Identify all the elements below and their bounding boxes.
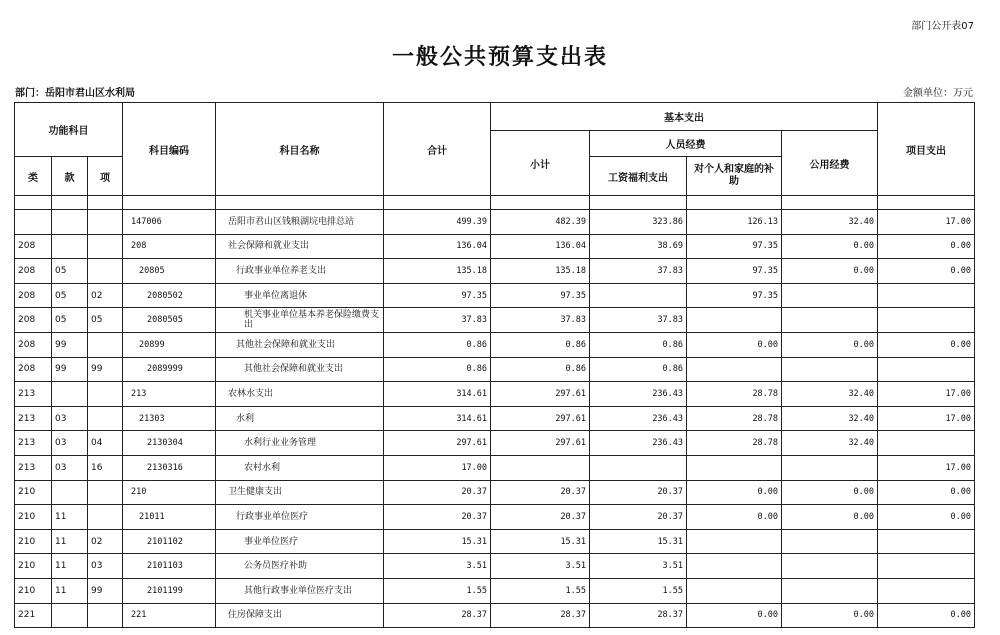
cell-subtotal: 136.04 <box>491 234 590 259</box>
cell-subtotal: 28.37 <box>491 603 590 628</box>
cell-kuan: 11 <box>52 529 88 554</box>
cell-kuan: 99 <box>52 332 88 357</box>
cell-kuan: 03 <box>52 406 88 431</box>
cell-project <box>878 308 975 333</box>
basic-header: 基本支出 <box>491 103 878 131</box>
cell-family: 126.13 <box>687 210 782 235</box>
cell-xiang <box>88 406 123 431</box>
table-row <box>15 357 975 382</box>
cell-family: 28.78 <box>687 406 782 431</box>
cell-lei: 213 <box>15 455 52 480</box>
cell-name: 机关事业单位基本养老保险缴费支出 <box>216 308 384 333</box>
cell-kuan: 99 <box>52 357 88 382</box>
cell-xiang: 99 <box>88 578 123 603</box>
cell-lei: 208 <box>15 283 52 308</box>
cell-project: 17.00 <box>878 455 975 480</box>
cell-name: 水利行业业务管理 <box>216 431 384 456</box>
cell-public <box>782 554 878 579</box>
cell-total: 136.04 <box>384 234 491 259</box>
cell-subtotal: 97.35 <box>491 283 590 308</box>
cell-wages: 236.43 <box>590 431 687 456</box>
cell-family: 0.00 <box>687 480 782 505</box>
cell-wages: 20.37 <box>590 480 687 505</box>
cell-kuan: 11 <box>52 578 88 603</box>
cell-total: 20.37 <box>384 480 491 505</box>
cell-code: 20805 <box>123 259 216 284</box>
cell-lei: 210 <box>15 554 52 579</box>
cell-xiang <box>88 603 123 628</box>
cell-total: 15.31 <box>384 529 491 554</box>
cell-wages: 28.37 <box>590 603 687 628</box>
cell-public: 0.00 <box>782 259 878 284</box>
cell-kuan: 11 <box>52 554 88 579</box>
cell-family: 97.35 <box>687 259 782 284</box>
cell-wages: 323.86 <box>590 210 687 235</box>
cell-lei: 213 <box>15 406 52 431</box>
cell-lei: 208 <box>15 357 52 382</box>
cell-total: 37.83 <box>384 308 491 333</box>
cell-family <box>687 578 782 603</box>
table-row <box>15 431 975 456</box>
cell-total: 0.86 <box>384 357 491 382</box>
cell-code: 2130304 <box>123 431 216 456</box>
cell-subtotal: 37.83 <box>491 308 590 333</box>
cell-family <box>687 529 782 554</box>
cell-family <box>687 455 782 480</box>
cell-public: 0.00 <box>782 234 878 259</box>
cell-xiang: 04 <box>88 431 123 456</box>
family-header: 对个人和家庭的补助 <box>687 157 782 196</box>
cell-family <box>687 308 782 333</box>
cell-name: 行政事业单位养老支出 <box>216 259 384 284</box>
cell-name: 公务员医疗补助 <box>216 554 384 579</box>
cell-name: 水利 <box>216 406 384 431</box>
cell-total: 314.61 <box>384 406 491 431</box>
cell-code: 2089999 <box>123 357 216 382</box>
cell-code: 21011 <box>123 505 216 530</box>
cell-name: 事业单位医疗 <box>216 529 384 554</box>
cell-total: 297.61 <box>384 431 491 456</box>
cell-xiang: 99 <box>88 357 123 382</box>
cell-wages: 38.69 <box>590 234 687 259</box>
cell-code: 2080502 <box>123 283 216 308</box>
cell-name: 农村水利 <box>216 455 384 480</box>
cell-name: 其他社会保障和就业支出 <box>216 357 384 382</box>
cell-public: 32.40 <box>782 406 878 431</box>
department-label: 部门：岳阳市君山区水利局 <box>15 88 135 99</box>
cell-family <box>687 357 782 382</box>
func-subject-header: 功能科目 <box>15 103 123 157</box>
page-title: 一般公共预算支出表 <box>391 44 608 70</box>
table-row <box>15 234 975 259</box>
cell-kuan: 05 <box>52 308 88 333</box>
cell-subtotal: 135.18 <box>491 259 590 284</box>
cell-subtotal: 0.86 <box>491 332 590 357</box>
cell-public: 0.00 <box>782 603 878 628</box>
cell-code: 221 <box>123 603 216 628</box>
project-header: 项目支出 <box>878 103 975 196</box>
cell-lei: 208 <box>15 234 52 259</box>
cell-project: 0.00 <box>878 480 975 505</box>
table-row <box>15 529 975 554</box>
cell-wages: 1.55 <box>590 578 687 603</box>
cell-lei <box>15 210 52 235</box>
cell-name: 行政事业单位医疗 <box>216 505 384 530</box>
table-row <box>15 382 975 407</box>
cell-kuan: 11 <box>52 505 88 530</box>
cell-lei: 213 <box>15 382 52 407</box>
name-header: 科目名称 <box>216 103 384 196</box>
cell-name: 卫生健康支出 <box>216 480 384 505</box>
cell-wages: 236.43 <box>590 382 687 407</box>
cell-code: 21303 <box>123 406 216 431</box>
cell-project: 17.00 <box>878 210 975 235</box>
cell-wages: 0.86 <box>590 357 687 382</box>
cell-code: 2080505 <box>123 308 216 333</box>
cell-public: 32.40 <box>782 210 878 235</box>
cell-total: 17.00 <box>384 455 491 480</box>
cell-subtotal: 1.55 <box>491 578 590 603</box>
table-row <box>15 210 975 235</box>
cell-subtotal <box>491 455 590 480</box>
cell-name: 住房保障支出 <box>216 603 384 628</box>
cell-wages: 3.51 <box>590 554 687 579</box>
cell-project <box>878 554 975 579</box>
cell-public <box>782 578 878 603</box>
xiang-header: 项 <box>88 157 123 196</box>
cell-code: 213 <box>123 382 216 407</box>
cell-public: 0.00 <box>782 505 878 530</box>
cell-lei: 210 <box>15 480 52 505</box>
cell-project: 17.00 <box>878 406 975 431</box>
form-code: 部门公开表07 <box>911 21 974 32</box>
code-header: 科目编码 <box>123 103 216 196</box>
cell-wages <box>590 283 687 308</box>
table-row <box>15 505 975 530</box>
cell-subtotal: 482.39 <box>491 210 590 235</box>
cell-total: 135.18 <box>384 259 491 284</box>
cell-family: 0.00 <box>687 603 782 628</box>
cell-kuan: 05 <box>52 283 88 308</box>
table-row <box>15 283 975 308</box>
cell-xiang <box>88 505 123 530</box>
cell-family: 0.00 <box>687 505 782 530</box>
cell-family: 97.35 <box>687 234 782 259</box>
table-row <box>15 554 975 579</box>
cell-subtotal: 20.37 <box>491 480 590 505</box>
cell-code: 147006 <box>123 210 216 235</box>
cell-project <box>878 578 975 603</box>
total-header: 合计 <box>384 103 491 196</box>
cell-wages: 15.31 <box>590 529 687 554</box>
cell-family <box>687 554 782 579</box>
cell-code: 2101199 <box>123 578 216 603</box>
table-row <box>15 308 975 333</box>
cell-subtotal: 297.61 <box>491 382 590 407</box>
table-row <box>15 603 975 628</box>
cell-wages <box>590 455 687 480</box>
cell-wages: 20.37 <box>590 505 687 530</box>
cell-code: 20899 <box>123 332 216 357</box>
cell-xiang <box>88 382 123 407</box>
cell-public: 32.40 <box>782 431 878 456</box>
cell-subtotal: 0.86 <box>491 357 590 382</box>
cell-project: 0.00 <box>878 234 975 259</box>
cell-public: 0.00 <box>782 332 878 357</box>
cell-project: 17.00 <box>878 382 975 407</box>
cell-lei: 208 <box>15 259 52 284</box>
cell-kuan <box>52 382 88 407</box>
cell-xiang: 16 <box>88 455 123 480</box>
cell-public <box>782 283 878 308</box>
cell-kuan: 05 <box>52 259 88 284</box>
cell-project <box>878 431 975 456</box>
unit-label: 金额单位：万元 <box>903 88 973 99</box>
cell-public <box>782 308 878 333</box>
cell-kuan <box>52 480 88 505</box>
cell-code: 2130316 <box>123 455 216 480</box>
cell-kuan <box>52 603 88 628</box>
cell-lei: 208 <box>15 308 52 333</box>
cell-total: 314.61 <box>384 382 491 407</box>
cell-xiang <box>88 480 123 505</box>
cell-project: 0.00 <box>878 259 975 284</box>
cell-project: 0.00 <box>878 603 975 628</box>
cell-name: 其他社会保障和就业支出 <box>216 332 384 357</box>
table-body <box>15 196 975 628</box>
budget-table <box>14 102 975 628</box>
cell-public <box>782 529 878 554</box>
cell-total: 97.35 <box>384 283 491 308</box>
cell-public: 0.00 <box>782 480 878 505</box>
cell-project <box>878 357 975 382</box>
cell-project <box>878 529 975 554</box>
cell-lei: 210 <box>15 505 52 530</box>
cell-project: 0.00 <box>878 505 975 530</box>
cell-total: 20.37 <box>384 505 491 530</box>
cell-family: 97.35 <box>687 283 782 308</box>
cell-xiang: 02 <box>88 529 123 554</box>
subtotal-header: 小计 <box>491 131 590 196</box>
cell-family: 0.00 <box>687 332 782 357</box>
cell-total: 28.37 <box>384 603 491 628</box>
cell-lei: 221 <box>15 603 52 628</box>
spacer-row <box>15 196 975 210</box>
cell-kuan: 03 <box>52 431 88 456</box>
cell-xiang <box>88 210 123 235</box>
cell-public: 32.40 <box>782 382 878 407</box>
table-row <box>15 259 975 284</box>
cell-subtotal: 297.61 <box>491 431 590 456</box>
cell-code: 2101102 <box>123 529 216 554</box>
cell-subtotal: 3.51 <box>491 554 590 579</box>
cell-lei: 210 <box>15 529 52 554</box>
cell-xiang <box>88 234 123 259</box>
cell-family: 28.78 <box>687 382 782 407</box>
cell-family: 28.78 <box>687 431 782 456</box>
cell-public <box>782 357 878 382</box>
cell-subtotal: 20.37 <box>491 505 590 530</box>
cell-total: 499.39 <box>384 210 491 235</box>
cell-total: 3.51 <box>384 554 491 579</box>
wages-header: 工资福利支出 <box>590 157 687 196</box>
cell-xiang <box>88 259 123 284</box>
lei-header: 类 <box>15 157 52 196</box>
public-header: 公用经费 <box>782 131 878 196</box>
cell-lei: 210 <box>15 578 52 603</box>
cell-name: 社会保障和就业支出 <box>216 234 384 259</box>
cell-project: 0.00 <box>878 332 975 357</box>
cell-wages: 236.43 <box>590 406 687 431</box>
cell-wages: 0.86 <box>590 332 687 357</box>
cell-subtotal: 297.61 <box>491 406 590 431</box>
cell-wages: 37.83 <box>590 259 687 284</box>
table-row <box>15 578 975 603</box>
cell-xiang: 02 <box>88 283 123 308</box>
cell-public <box>782 455 878 480</box>
cell-xiang: 03 <box>88 554 123 579</box>
kuan-header: 款 <box>52 157 88 196</box>
table-row <box>15 455 975 480</box>
cell-name: 其他行政事业单位医疗支出 <box>216 578 384 603</box>
personnel-header: 人员经费 <box>590 131 782 157</box>
cell-code: 210 <box>123 480 216 505</box>
cell-name: 事业单位离退休 <box>216 283 384 308</box>
cell-total: 0.86 <box>384 332 491 357</box>
cell-project <box>878 283 975 308</box>
cell-total: 1.55 <box>384 578 491 603</box>
cell-name: 岳阳市君山区钱粮湖垸电排总站 <box>216 210 384 235</box>
cell-kuan: 03 <box>52 455 88 480</box>
table-row <box>15 406 975 431</box>
cell-kuan <box>52 210 88 235</box>
table-row <box>15 480 975 505</box>
cell-code: 2101103 <box>123 554 216 579</box>
cell-xiang <box>88 332 123 357</box>
table-row <box>15 332 975 357</box>
cell-kuan <box>52 234 88 259</box>
cell-lei: 213 <box>15 431 52 456</box>
cell-wages: 37.83 <box>590 308 687 333</box>
cell-xiang: 05 <box>88 308 123 333</box>
cell-code: 208 <box>123 234 216 259</box>
cell-subtotal: 15.31 <box>491 529 590 554</box>
cell-lei: 208 <box>15 332 52 357</box>
cell-name: 农林水支出 <box>216 382 384 407</box>
